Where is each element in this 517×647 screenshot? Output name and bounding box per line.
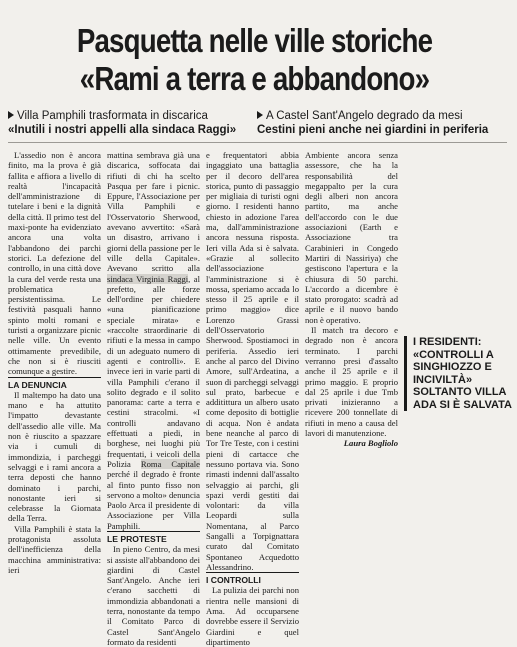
text-run: mattina sembrava già una discarica, soffocata dai rifiuti di chi ha scelto Pasqua per fare i picnic. Eppure, l'Associazione per Villa Pamphili e l'Osservatorio Sherwood, avevano avvertito: «Sarà un disastro, arrivano i giorni della passione per le ville della Capitale». Avevano scritto alla [107, 150, 200, 274]
pull-quote-text: «CONTROLLI A SINGHIOZZO E INCIVILTÀ» SOLTANTO VILLA ADA SI È SALVATA [413, 348, 512, 411]
section-heading: LE PROTESTE [107, 531, 200, 544]
pull-quote-label: I RESIDENTI: [413, 336, 482, 348]
triangle-bullet-icon [8, 111, 14, 119]
article-column-3 [206, 150, 299, 647]
highlighted-text: Roma Capitale [140, 458, 200, 469]
highlighted-text: sindaca Virginia Raggi [107, 273, 189, 284]
subhead-right-kicker-text: A Castel Sant'Angelo degrado da mesi [266, 110, 463, 122]
paragraph: La pulizia dei parchi non rientra nelle mansioni di Ama. Ad occuparsene dovrebbe essere il Servizio Giardini e quel dipartimento [206, 585, 299, 647]
headline-line-1: Pasquetta nelle ville storiche [76, 22, 433, 59]
subhead-right-kicker [257, 109, 507, 123]
section-heading: LA DENUNCIA [8, 377, 101, 390]
headline [41, 22, 469, 98]
article-column-4 [305, 150, 398, 480]
triangle-bullet-icon [257, 111, 263, 119]
paragraph [107, 150, 200, 531]
paragraph: Il match tra decoro e degrado non è ancora terminato. I parchi verranno presi d'assalto anche il 25 aprile e il primo maggio. E proprio dal 25 aprile i due Tmb privati inizieranno a ricevere 200 tonnellate di rifiuti in meno a causa del lavori di manutenzione. [305, 325, 398, 439]
subhead-left-kicker [8, 109, 252, 123]
paragraph: Ambiente ancora senza assessore, che ha la responsabilità del megappalto per la cura degli alberi non ancora partito, ma anche dell'accordo con le due associazioni (Earth e Associazione tra Carabinieri in Congedo Martiri di Nassiriya) che gestiscono l'apertura e la chiusura di 50 parchi. L'accordo a dicembre è stato prorogato: scadrà ad aprile e il nuovo bando non è operativo. [305, 150, 398, 325]
paragraph: Villa Pamphili è stata la protagonista assoluta dell'inefficienza della macchina amministrativa: ieri [8, 523, 101, 575]
headline-line-2: «Rami a terra e abbandono» [79, 60, 430, 97]
article-column-1 [8, 150, 101, 575]
paragraph: e frequentatori abbia ingaggiato una battaglia per il decoro dell'area storica, punto di passaggio per migliaia di turisti ogni giorno. I residenti hanno chiesto in adozione l'area ma, dall'amministrazione ancora nessuna risposta. Ieri villa Ada si è salvata. «Grazie al sollecito dell'associazione l'amministrazione si è mossa, speriamo accada lo stesso il 25 aprile e il primo maggio» dice Lorenzo Grassi dell'Osservatorio Sherwood. Spostiamoci in periferia. Assedio ieri anche al parco del Divino Amore, sull'Ardeatina, a suon di parcheggi selvaggi sul prato, barbecue e additittura un albero usato come deposito di bottiglie di acqua. Non è andata bene neanche al parco di Tor Tre Teste, con i cestini pieni di cartacce che nessuno portava via. Sono rimasti indenni dall'assalto selvaggio ai parchi, gli spazi verdi gestiti dai volontari: da villa Leopardi sulla Nomentana, al Parco Sangalli a Torpignattara curato dal Comitato Spontaneo Acquedotto Alessandrino. [206, 150, 299, 572]
paragraph: Il maltempo ha dato una mano e ha attutito l'impatto devastante dell'assedio alle ville. Ma non è riuscito a spazzare via i cumuli di immondizia, i parcheggi selvaggi e i rami ancora a terra deposti che hanno dominato i parchi, nonostante ieri si celebrasse la Giornata della Terra. [8, 389, 101, 524]
subhead-right-text: Cestini pieni anche nei giardini in periferia [257, 124, 489, 136]
text-run: perché il degrado è fronte al finto punto fisso non servono a molto» denuncia Paolo Arca il presidente di Associazione per Villa Pamphili. [107, 469, 200, 531]
subhead-left [8, 109, 252, 137]
subhead-left-kicker-text: Villa Pamphili trasformata in discarica [17, 110, 208, 122]
divider-rule [8, 142, 507, 143]
author-byline: Laura Bogliolo [343, 438, 398, 449]
section-heading: I CONTROLLI [206, 572, 299, 585]
subhead-right [257, 109, 507, 137]
subhead-left-quote: «Inutili i nostri appelli alla sindaca Raggi» [8, 124, 237, 136]
paragraph: L'assedio non è ancora finito, ma la prova è già fallita e affiora a livello di realtà l'incapacità dell'amministrazione di tutelare i beni e la dignità della città. Il primo test del maxi-ponte ha evidenziato ancora una volta l'abbandono dei parchi storici. La defezione del controllo, in una città dove la cura del verde resta una problematica persistentissima. Le festività pasquali hanno spinto molti romani e turisti a organizzare picnic nelle ville. Un evento ottimamente prevedibile, che non si è riusciti comunque a gestire. [8, 150, 101, 377]
paragraph: In pieno Centro, da mesi si assiste all'abbandono dei giardini di Castel Sant'Angelo. Anche ieri c'erano sacchetti di immondizia abbandonati a terra, nonostante da tempo il Comitato Parco di Castel Sant'Angelo formato da residenti [107, 544, 200, 647]
pull-quote [404, 336, 517, 411]
text-run: , al prefetto, alle forze dell'ordine per chiedere «una pianificazione speciale mirata» e «raccolte straordinarie di rifiuti e la messa in campo di un adeguato numero di agenti e controlli». E invece ieri in varie parti di villa Pamphili c'erano il solito degrado e il solito panorama: carte a terra e cestini stracolmi. «I controlli andavano effettuati a piedi, in borghese, nei luoghi più frequentati, i veicoli della Polizia [107, 273, 201, 469]
article-column-2 [107, 150, 201, 647]
